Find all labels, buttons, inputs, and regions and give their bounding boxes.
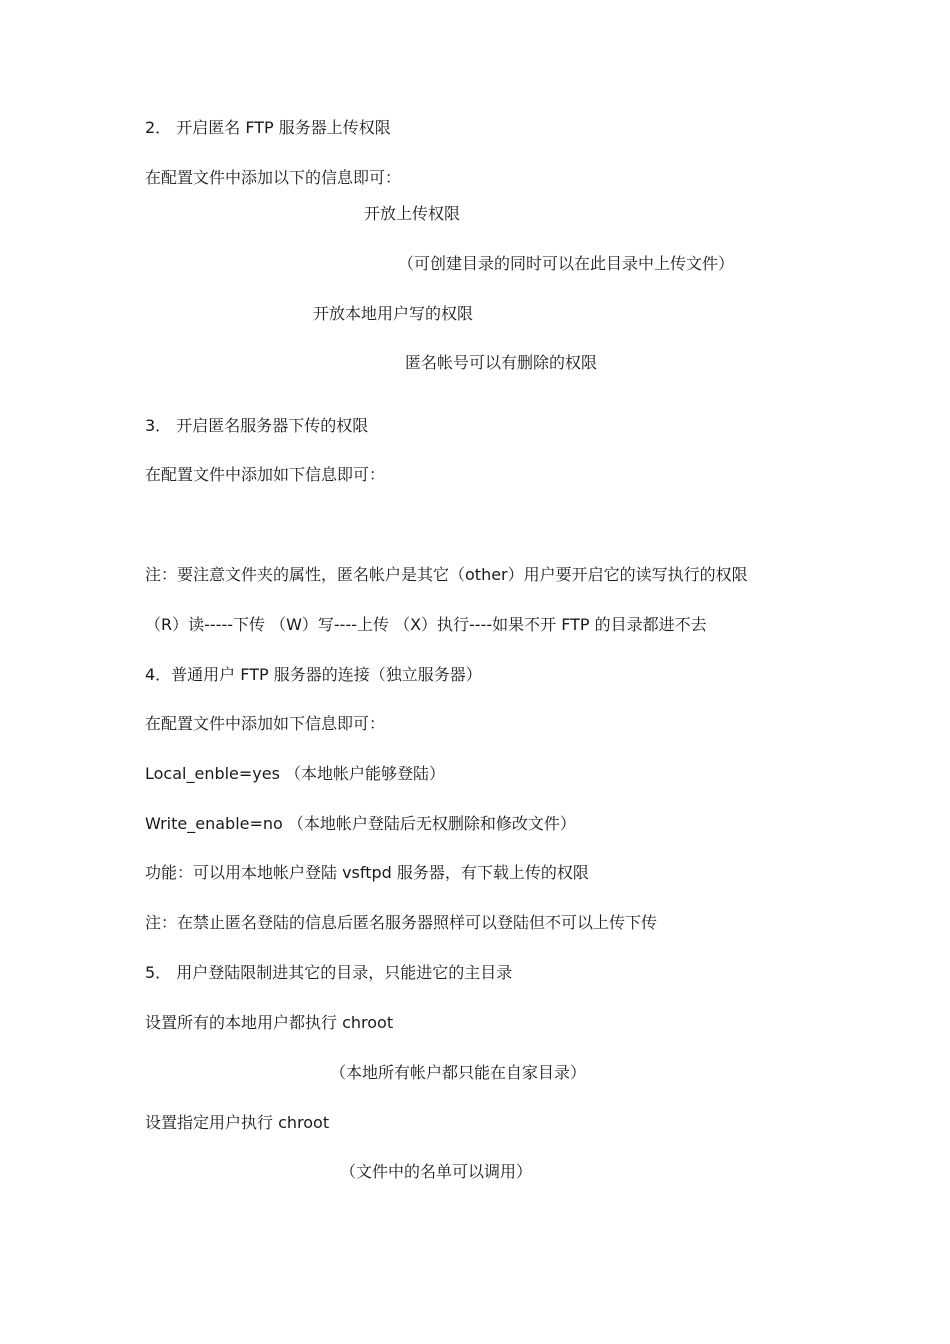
section-heading-3: 3． 开启匿名服务器下传的权限: [145, 416, 369, 435]
section-heading-2: 2． 开启匿名 FTP 服务器上传权限: [145, 118, 391, 137]
paragraph-line: 在配置文件中添加如下信息即可：: [145, 714, 386, 733]
config-comment: （文件中的名单可以调用）: [340, 1162, 533, 1181]
config-line: Write_enable=no （本地帐户登陆后无权删除和修改文件）: [145, 814, 576, 833]
paragraph-line: 功能：可以用本地帐户登陆 vsftpd 服务器，有下载上传的权限: [145, 863, 589, 882]
paragraph-line: 在配置文件中添加如下信息即可：: [145, 465, 386, 484]
paragraph-line: 设置所有的本地用户都执行 chroot: [145, 1013, 394, 1032]
config-comment: （可创建目录的同时可以在此目录中上传文件）: [398, 254, 735, 273]
config-line: Local_enble=yes （本地帐户能够登陆）: [145, 764, 446, 783]
note-line: 注：在禁止匿名登陆的信息后匿名服务器照样可以登陆但不可以上传下传: [145, 913, 658, 932]
paragraph-line: 在配置文件中添加以下的信息即可：: [145, 168, 402, 187]
note-line: （R）读-----下传 （W）写----上传 （X）执行----如果不开 FTP 的目录都进不去: [145, 615, 707, 634]
config-comment: 开放上传权限: [364, 204, 461, 223]
config-comment: 开放本地用户写的权限: [313, 304, 474, 323]
config-comment: （本地所有帐户都只能在自家目录）: [330, 1063, 587, 1082]
paragraph-line: 设置指定用户执行 chroot: [145, 1113, 330, 1132]
section-heading-4: 4．普通用户 FTP 服务器的连接（独立服务器）: [145, 665, 482, 684]
config-comment: 匿名帐号可以有删除的权限: [405, 353, 598, 372]
section-heading-5: 5． 用户登陆限制进其它的目录，只能进它的主目录: [145, 963, 513, 982]
note-line: 注：要注意文件夹的属性，匿名帐户是其它（other）用户要开启它的读写执行的权限: [145, 565, 748, 584]
